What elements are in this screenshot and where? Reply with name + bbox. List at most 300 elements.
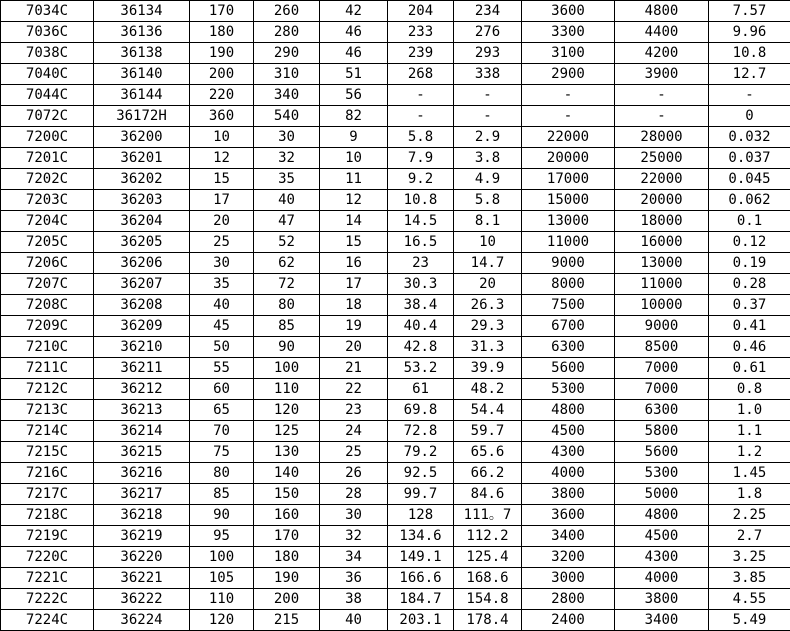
model-cell: 7040C xyxy=(1,64,94,85)
bore-cell: 110 xyxy=(190,589,254,610)
grease-speed-cell: - xyxy=(522,106,615,127)
bore-cell: 60 xyxy=(190,379,254,400)
outer-diameter-cell: 30 xyxy=(254,127,320,148)
table-row xyxy=(1,547,790,568)
bore-cell: 180 xyxy=(190,22,254,43)
dynamic-load-cell: 69.8 xyxy=(388,400,454,421)
bore-cell: 120 xyxy=(190,610,254,631)
table-row xyxy=(1,484,790,505)
weight-cell: 0.61 xyxy=(709,358,790,379)
old-model-cell: 36144 xyxy=(94,85,190,106)
static-load-cell: 5.8 xyxy=(454,190,522,211)
static-load-cell: 338 xyxy=(454,64,522,85)
grease-speed-cell: 6300 xyxy=(522,337,615,358)
width-cell: 22 xyxy=(320,379,388,400)
dynamic-load-cell: - xyxy=(388,106,454,127)
weight-cell: 3.85 xyxy=(709,568,790,589)
outer-diameter-cell: 540 xyxy=(254,106,320,127)
grease-speed-cell: 3800 xyxy=(522,484,615,505)
weight-cell: 1.8 xyxy=(709,484,790,505)
table-row xyxy=(1,253,790,274)
dynamic-load-cell: 61 xyxy=(388,379,454,400)
table-row xyxy=(1,190,790,211)
grease-speed-cell: 22000 xyxy=(522,127,615,148)
static-load-cell: 59.7 xyxy=(454,421,522,442)
width-cell: 14 xyxy=(320,211,388,232)
old-model-cell: 36219 xyxy=(94,526,190,547)
bore-cell: 190 xyxy=(190,43,254,64)
weight-cell: 2.25 xyxy=(709,505,790,526)
old-model-cell: 36205 xyxy=(94,232,190,253)
old-model-cell: 36217 xyxy=(94,484,190,505)
weight-cell: 0.19 xyxy=(709,253,790,274)
grease-speed-cell: 5600 xyxy=(522,358,615,379)
width-cell: 19 xyxy=(320,316,388,337)
static-load-cell: 20 xyxy=(454,274,522,295)
dynamic-load-cell: 128 xyxy=(388,505,454,526)
width-cell: 40 xyxy=(320,610,388,631)
table-row xyxy=(1,358,790,379)
outer-diameter-cell: 180 xyxy=(254,547,320,568)
table-row xyxy=(1,127,790,148)
dynamic-load-cell: 149.1 xyxy=(388,547,454,568)
static-load-cell: 154.8 xyxy=(454,589,522,610)
bore-cell: 17 xyxy=(190,190,254,211)
grease-speed-cell: 3300 xyxy=(522,22,615,43)
outer-diameter-cell: 140 xyxy=(254,463,320,484)
old-model-cell: 36209 xyxy=(94,316,190,337)
model-cell: 7222C xyxy=(1,589,94,610)
model-cell: 7211C xyxy=(1,358,94,379)
width-cell: 28 xyxy=(320,484,388,505)
oil-speed-cell: 20000 xyxy=(615,190,709,211)
table-row xyxy=(1,526,790,547)
outer-diameter-cell: 110 xyxy=(254,379,320,400)
outer-diameter-cell: 280 xyxy=(254,22,320,43)
oil-speed-cell: 6300 xyxy=(615,400,709,421)
old-model-cell: 36214 xyxy=(94,421,190,442)
grease-speed-cell: 20000 xyxy=(522,148,615,169)
bore-cell: 30 xyxy=(190,253,254,274)
static-load-cell: 10 xyxy=(454,232,522,253)
table-row xyxy=(1,463,790,484)
oil-speed-cell: 25000 xyxy=(615,148,709,169)
outer-diameter-cell: 190 xyxy=(254,568,320,589)
static-load-cell: 31.3 xyxy=(454,337,522,358)
weight-cell: 0.062 xyxy=(709,190,790,211)
outer-diameter-cell: 160 xyxy=(254,505,320,526)
oil-speed-cell: 5800 xyxy=(615,421,709,442)
bore-cell: 65 xyxy=(190,400,254,421)
outer-diameter-cell: 150 xyxy=(254,484,320,505)
weight-cell: 10.8 xyxy=(709,43,790,64)
weight-cell: 0 xyxy=(709,106,790,127)
grease-speed-cell: 5300 xyxy=(522,379,615,400)
model-cell: 7034C xyxy=(1,1,94,22)
table-row xyxy=(1,148,790,169)
oil-speed-cell: 5600 xyxy=(615,442,709,463)
model-cell: 7221C xyxy=(1,568,94,589)
dynamic-load-cell: - xyxy=(388,85,454,106)
outer-diameter-cell: 120 xyxy=(254,400,320,421)
oil-speed-cell: 13000 xyxy=(615,253,709,274)
static-load-cell: 2.9 xyxy=(454,127,522,148)
outer-diameter-cell: 47 xyxy=(254,211,320,232)
width-cell: 10 xyxy=(320,148,388,169)
grease-speed-cell: 9000 xyxy=(522,253,615,274)
width-cell: 25 xyxy=(320,442,388,463)
oil-speed-cell: - xyxy=(615,106,709,127)
model-cell: 7210C xyxy=(1,337,94,358)
table-row xyxy=(1,106,790,127)
static-load-cell: 112.2 xyxy=(454,526,522,547)
table-row xyxy=(1,421,790,442)
bore-cell: 35 xyxy=(190,274,254,295)
oil-speed-cell: 5300 xyxy=(615,463,709,484)
weight-cell: 1.1 xyxy=(709,421,790,442)
old-model-cell: 36224 xyxy=(94,610,190,631)
grease-speed-cell: 3600 xyxy=(522,505,615,526)
width-cell: 51 xyxy=(320,64,388,85)
outer-diameter-cell: 170 xyxy=(254,526,320,547)
weight-cell: 0.46 xyxy=(709,337,790,358)
old-model-cell: 36201 xyxy=(94,148,190,169)
model-cell: 7215C xyxy=(1,442,94,463)
bore-cell: 85 xyxy=(190,484,254,505)
static-load-cell: 66.2 xyxy=(454,463,522,484)
bore-cell: 20 xyxy=(190,211,254,232)
old-model-cell: 36136 xyxy=(94,22,190,43)
weight-cell: 5.49 xyxy=(709,610,790,631)
static-load-cell: - xyxy=(454,85,522,106)
table-row xyxy=(1,589,790,610)
grease-speed-cell: - xyxy=(522,85,615,106)
weight-cell: 0.28 xyxy=(709,274,790,295)
oil-speed-cell: 10000 xyxy=(615,295,709,316)
oil-speed-cell: 4800 xyxy=(615,505,709,526)
oil-speed-cell: 4500 xyxy=(615,526,709,547)
dynamic-load-cell: 268 xyxy=(388,64,454,85)
width-cell: 20 xyxy=(320,337,388,358)
old-model-cell: 36216 xyxy=(94,463,190,484)
width-cell: 23 xyxy=(320,400,388,421)
dynamic-load-cell: 72.8 xyxy=(388,421,454,442)
bore-cell: 90 xyxy=(190,505,254,526)
weight-cell: 3.25 xyxy=(709,547,790,568)
table-row xyxy=(1,169,790,190)
grease-speed-cell: 2900 xyxy=(522,64,615,85)
dynamic-load-cell: 239 xyxy=(388,43,454,64)
dynamic-load-cell: 233 xyxy=(388,22,454,43)
dynamic-load-cell: 30.3 xyxy=(388,274,454,295)
static-load-cell: 234 xyxy=(454,1,522,22)
model-cell: 7224C xyxy=(1,610,94,631)
outer-diameter-cell: 290 xyxy=(254,43,320,64)
model-cell: 7044C xyxy=(1,85,94,106)
width-cell: 16 xyxy=(320,253,388,274)
old-model-cell: 36211 xyxy=(94,358,190,379)
oil-speed-cell: 5000 xyxy=(615,484,709,505)
static-load-cell: 3.8 xyxy=(454,148,522,169)
table-row xyxy=(1,379,790,400)
bore-cell: 75 xyxy=(190,442,254,463)
dynamic-load-cell: 53.2 xyxy=(388,358,454,379)
weight-cell: 1.2 xyxy=(709,442,790,463)
old-model-cell: 36220 xyxy=(94,547,190,568)
grease-speed-cell: 8000 xyxy=(522,274,615,295)
model-cell: 7219C xyxy=(1,526,94,547)
outer-diameter-cell: 340 xyxy=(254,85,320,106)
dynamic-load-cell: 16.5 xyxy=(388,232,454,253)
old-model-cell: 36212 xyxy=(94,379,190,400)
oil-speed-cell: 7000 xyxy=(615,379,709,400)
model-cell: 7209C xyxy=(1,316,94,337)
grease-speed-cell: 3000 xyxy=(522,568,615,589)
static-load-cell: 4.9 xyxy=(454,169,522,190)
dynamic-load-cell: 10.8 xyxy=(388,190,454,211)
table-row xyxy=(1,274,790,295)
weight-cell: 4.55 xyxy=(709,589,790,610)
width-cell: 17 xyxy=(320,274,388,295)
model-cell: 7218C xyxy=(1,505,94,526)
outer-diameter-cell: 200 xyxy=(254,589,320,610)
table-row xyxy=(1,442,790,463)
model-cell: 7217C xyxy=(1,484,94,505)
dynamic-load-cell: 9.2 xyxy=(388,169,454,190)
dynamic-load-cell: 42.8 xyxy=(388,337,454,358)
bore-cell: 360 xyxy=(190,106,254,127)
old-model-cell: 36207 xyxy=(94,274,190,295)
dynamic-load-cell: 7.9 xyxy=(388,148,454,169)
outer-diameter-cell: 125 xyxy=(254,421,320,442)
grease-speed-cell: 4300 xyxy=(522,442,615,463)
static-load-cell: 168.6 xyxy=(454,568,522,589)
old-model-cell: 36203 xyxy=(94,190,190,211)
width-cell: 46 xyxy=(320,22,388,43)
outer-diameter-cell: 32 xyxy=(254,148,320,169)
weight-cell: 0.41 xyxy=(709,316,790,337)
model-cell: 7207C xyxy=(1,274,94,295)
grease-speed-cell: 4800 xyxy=(522,400,615,421)
outer-diameter-cell: 40 xyxy=(254,190,320,211)
static-load-cell: 125.4 xyxy=(454,547,522,568)
old-model-cell: 36208 xyxy=(94,295,190,316)
table-row xyxy=(1,316,790,337)
weight-cell: 0.045 xyxy=(709,169,790,190)
bore-cell: 105 xyxy=(190,568,254,589)
bore-cell: 100 xyxy=(190,547,254,568)
bore-cell: 15 xyxy=(190,169,254,190)
width-cell: 32 xyxy=(320,526,388,547)
model-cell: 7072C xyxy=(1,106,94,127)
static-load-cell: 39.9 xyxy=(454,358,522,379)
old-model-cell: 36172H xyxy=(94,106,190,127)
grease-speed-cell: 2400 xyxy=(522,610,615,631)
outer-diameter-cell: 52 xyxy=(254,232,320,253)
model-cell: 7201C xyxy=(1,148,94,169)
grease-speed-cell: 3200 xyxy=(522,547,615,568)
oil-speed-cell: 9000 xyxy=(615,316,709,337)
old-model-cell: 36218 xyxy=(94,505,190,526)
outer-diameter-cell: 130 xyxy=(254,442,320,463)
width-cell: 26 xyxy=(320,463,388,484)
old-model-cell: 36222 xyxy=(94,589,190,610)
bore-cell: 80 xyxy=(190,463,254,484)
static-load-cell: 48.2 xyxy=(454,379,522,400)
static-load-cell: 84.6 xyxy=(454,484,522,505)
old-model-cell: 36210 xyxy=(94,337,190,358)
old-model-cell: 36213 xyxy=(94,400,190,421)
bore-cell: 12 xyxy=(190,148,254,169)
old-model-cell: 36200 xyxy=(94,127,190,148)
bore-cell: 200 xyxy=(190,64,254,85)
weight-cell: 0.8 xyxy=(709,379,790,400)
grease-speed-cell: 4500 xyxy=(522,421,615,442)
model-cell: 7206C xyxy=(1,253,94,274)
oil-speed-cell: 3400 xyxy=(615,610,709,631)
dynamic-load-cell: 5.8 xyxy=(388,127,454,148)
dynamic-load-cell: 203.1 xyxy=(388,610,454,631)
model-cell: 7038C xyxy=(1,43,94,64)
bore-cell: 220 xyxy=(190,85,254,106)
oil-speed-cell: 22000 xyxy=(615,169,709,190)
table-row xyxy=(1,505,790,526)
weight-cell: 9.96 xyxy=(709,22,790,43)
width-cell: 12 xyxy=(320,190,388,211)
model-cell: 7208C xyxy=(1,295,94,316)
table-row xyxy=(1,295,790,316)
static-load-cell: 293 xyxy=(454,43,522,64)
static-load-cell: 8.1 xyxy=(454,211,522,232)
oil-speed-cell: 8500 xyxy=(615,337,709,358)
oil-speed-cell: 18000 xyxy=(615,211,709,232)
table-row xyxy=(1,568,790,589)
grease-speed-cell: 17000 xyxy=(522,169,615,190)
grease-speed-cell: 2800 xyxy=(522,589,615,610)
model-cell: 7200C xyxy=(1,127,94,148)
static-load-cell: 14.7 xyxy=(454,253,522,274)
width-cell: 21 xyxy=(320,358,388,379)
model-cell: 7205C xyxy=(1,232,94,253)
old-model-cell: 36204 xyxy=(94,211,190,232)
table-row xyxy=(1,1,790,22)
width-cell: 82 xyxy=(320,106,388,127)
dynamic-load-cell: 92.5 xyxy=(388,463,454,484)
table-row xyxy=(1,43,790,64)
grease-speed-cell: 3400 xyxy=(522,526,615,547)
table-body xyxy=(1,1,790,631)
weight-cell: 0.037 xyxy=(709,148,790,169)
model-cell: 7214C xyxy=(1,421,94,442)
outer-diameter-cell: 80 xyxy=(254,295,320,316)
oil-speed-cell: 3900 xyxy=(615,64,709,85)
outer-diameter-cell: 90 xyxy=(254,337,320,358)
table-row xyxy=(1,337,790,358)
model-cell: 7212C xyxy=(1,379,94,400)
oil-speed-cell: 28000 xyxy=(615,127,709,148)
weight-cell: 2.7 xyxy=(709,526,790,547)
grease-speed-cell: 13000 xyxy=(522,211,615,232)
oil-speed-cell: 4300 xyxy=(615,547,709,568)
grease-speed-cell: 4000 xyxy=(522,463,615,484)
static-load-cell: 111。7 xyxy=(454,505,522,526)
bore-cell: 170 xyxy=(190,1,254,22)
oil-speed-cell: 4000 xyxy=(615,568,709,589)
table-row xyxy=(1,400,790,421)
outer-diameter-cell: 85 xyxy=(254,316,320,337)
table-row xyxy=(1,232,790,253)
table-row xyxy=(1,64,790,85)
dynamic-load-cell: 79.2 xyxy=(388,442,454,463)
oil-speed-cell: - xyxy=(615,85,709,106)
static-load-cell: 29.3 xyxy=(454,316,522,337)
outer-diameter-cell: 310 xyxy=(254,64,320,85)
old-model-cell: 36134 xyxy=(94,1,190,22)
table-row xyxy=(1,211,790,232)
dynamic-load-cell: 40.4 xyxy=(388,316,454,337)
dynamic-load-cell: 204 xyxy=(388,1,454,22)
width-cell: 36 xyxy=(320,568,388,589)
weight-cell: 0.1 xyxy=(709,211,790,232)
old-model-cell: 36138 xyxy=(94,43,190,64)
static-load-cell: 276 xyxy=(454,22,522,43)
model-cell: 7204C xyxy=(1,211,94,232)
weight-cell: 12.7 xyxy=(709,64,790,85)
width-cell: 24 xyxy=(320,421,388,442)
width-cell: 11 xyxy=(320,169,388,190)
bore-cell: 50 xyxy=(190,337,254,358)
old-model-cell: 36140 xyxy=(94,64,190,85)
bore-cell: 45 xyxy=(190,316,254,337)
width-cell: 56 xyxy=(320,85,388,106)
width-cell: 38 xyxy=(320,589,388,610)
grease-speed-cell: 15000 xyxy=(522,190,615,211)
dynamic-load-cell: 184.7 xyxy=(388,589,454,610)
static-load-cell: 178.4 xyxy=(454,610,522,631)
grease-speed-cell: 3100 xyxy=(522,43,615,64)
table-row xyxy=(1,85,790,106)
dynamic-load-cell: 38.4 xyxy=(388,295,454,316)
width-cell: 34 xyxy=(320,547,388,568)
width-cell: 18 xyxy=(320,295,388,316)
outer-diameter-cell: 215 xyxy=(254,610,320,631)
model-cell: 7213C xyxy=(1,400,94,421)
oil-speed-cell: 11000 xyxy=(615,274,709,295)
old-model-cell: 36202 xyxy=(94,169,190,190)
outer-diameter-cell: 100 xyxy=(254,358,320,379)
oil-speed-cell: 4200 xyxy=(615,43,709,64)
weight-cell: 7.57 xyxy=(709,1,790,22)
static-load-cell: 26.3 xyxy=(454,295,522,316)
weight-cell: 0.032 xyxy=(709,127,790,148)
oil-speed-cell: 7000 xyxy=(615,358,709,379)
grease-speed-cell: 11000 xyxy=(522,232,615,253)
oil-speed-cell: 16000 xyxy=(615,232,709,253)
width-cell: 15 xyxy=(320,232,388,253)
grease-speed-cell: 6700 xyxy=(522,316,615,337)
table-row xyxy=(1,22,790,43)
static-load-cell: 54.4 xyxy=(454,400,522,421)
dynamic-load-cell: 134.6 xyxy=(388,526,454,547)
model-cell: 7216C xyxy=(1,463,94,484)
old-model-cell: 36215 xyxy=(94,442,190,463)
bore-cell: 10 xyxy=(190,127,254,148)
outer-diameter-cell: 35 xyxy=(254,169,320,190)
bore-cell: 55 xyxy=(190,358,254,379)
oil-speed-cell: 4400 xyxy=(615,22,709,43)
bore-cell: 40 xyxy=(190,295,254,316)
bore-cell: 95 xyxy=(190,526,254,547)
